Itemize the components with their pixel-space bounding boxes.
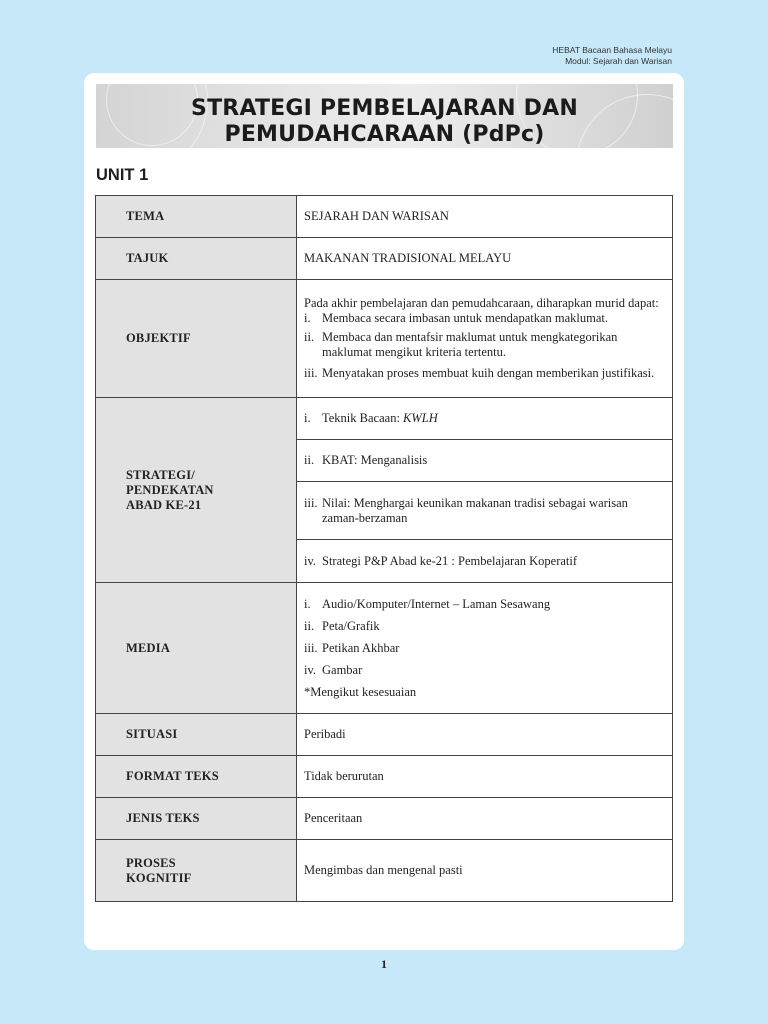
module-title: Modul: Sejarah dan Warisan bbox=[565, 56, 672, 66]
row-label-format-teks: FORMAT TEKS bbox=[96, 756, 297, 798]
media-item: iv. Gambar bbox=[304, 663, 363, 677]
format-teks-value: Tidak berurutan bbox=[297, 756, 673, 798]
proses-kognitif-value: Mengimbas dan mengenal pasti bbox=[297, 840, 673, 902]
media-note: *Mengikut kesesuaian bbox=[304, 685, 417, 699]
kwlh-term: KWLH bbox=[403, 411, 438, 425]
table-row bbox=[96, 756, 673, 798]
table-row bbox=[96, 238, 673, 280]
running-header bbox=[552, 45, 672, 67]
row-label-tajuk: TAJUK bbox=[96, 238, 297, 280]
media-item: ii. Peta/Grafik bbox=[304, 619, 380, 633]
table-row bbox=[96, 196, 673, 238]
lesson-plan-table bbox=[95, 195, 673, 902]
strategi-item: iv. Strategi P&P Abad ke-21 : Pembelajaran Koperatif bbox=[297, 540, 673, 583]
row-label-tema: TEMA bbox=[96, 196, 297, 238]
tema-value: SEJARAH DAN WARISAN bbox=[297, 196, 673, 238]
banner-title: STRATEGI PEMBELAJARAN DAN PEMUDAHCARAAN (PdPc) bbox=[191, 96, 578, 147]
tajuk-value: MAKANAN TRADISIONAL MELAYU bbox=[297, 238, 673, 280]
row-label-situasi: SITUASI bbox=[96, 714, 297, 756]
media-value bbox=[297, 583, 673, 714]
objektif-item: iii. Menyatakan proses membuat kuih dengan memberikan justifikasi. bbox=[304, 366, 655, 380]
section-banner bbox=[96, 84, 673, 148]
objektif-item: ii. Membaca dan mentafsir maklumat untuk mengkategorikan maklumat mengikut kriteria tertentu. bbox=[304, 330, 618, 359]
table-row bbox=[96, 798, 673, 840]
page-number: 1 bbox=[381, 957, 387, 971]
book-title: HEBAT Bacaan Bahasa Melayu bbox=[552, 45, 672, 55]
media-item: i. Audio/Komputer/Internet – Laman Sesawang bbox=[304, 597, 551, 611]
strategi-item: i. Teknik Bacaan: KWLH bbox=[297, 398, 673, 440]
jenis-teks-value: Penceritaan bbox=[297, 798, 673, 840]
objektif-item: i. Membaca secara imbasan untuk mendapatkan maklumat. bbox=[304, 311, 609, 325]
media-item: iii. Petikan Akhbar bbox=[304, 641, 400, 655]
table-row bbox=[96, 714, 673, 756]
row-label-strategi: STRATEGI/ PENDEKATAN ABAD KE-21 bbox=[96, 398, 297, 583]
table-row bbox=[96, 583, 673, 714]
table-row bbox=[96, 280, 673, 398]
unit-heading: UNIT 1 bbox=[96, 166, 149, 184]
row-label-proses-kognitif: PROSES KOGNITIF bbox=[96, 840, 297, 902]
objektif-value bbox=[297, 280, 673, 398]
row-label-jenis-teks: JENIS TEKS bbox=[96, 798, 297, 840]
row-label-media: MEDIA bbox=[96, 583, 297, 714]
situasi-value: Peribadi bbox=[297, 714, 673, 756]
objektif-intro: Pada akhir pembelajaran dan pemudahcaraan, diharapkan murid dapat: bbox=[304, 296, 659, 310]
strategi-item: ii. KBAT: Menganalisis bbox=[297, 440, 673, 482]
strategi-item: iii. Nilai: Menghargai keunikan makanan tradisi sebagai warisan zaman-berzaman bbox=[297, 482, 673, 540]
table-row bbox=[96, 398, 673, 440]
table-row bbox=[96, 840, 673, 902]
row-label-objektif: OBJEKTIF bbox=[96, 280, 297, 398]
